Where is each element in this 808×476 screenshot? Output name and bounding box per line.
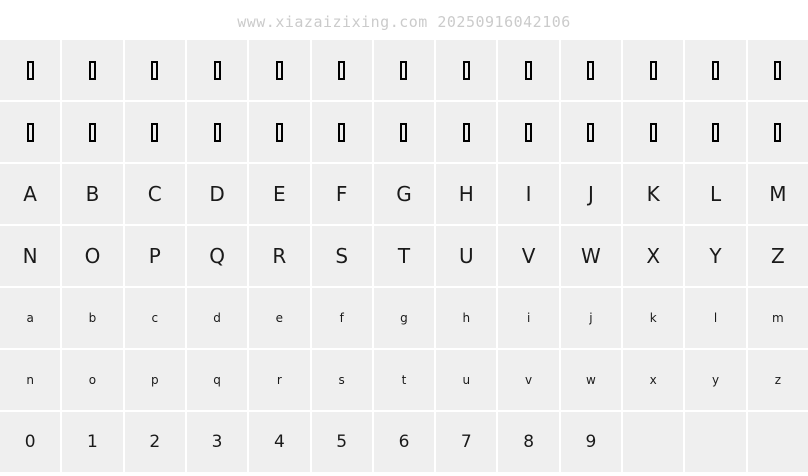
glyph-char: D — [209, 182, 225, 206]
glyph-char: 5 — [336, 431, 348, 452]
glyph-char: L — [709, 182, 722, 206]
glyph-cell — [312, 350, 372, 410]
missing-glyph-box-icon — [27, 61, 34, 80]
missing-glyph-box-icon — [400, 123, 407, 142]
glyph-char: S — [335, 244, 349, 268]
glyph-char: O — [84, 244, 101, 268]
glyph-cell — [249, 350, 309, 410]
glyph-char: q — [213, 373, 221, 387]
glyph-cell — [623, 350, 683, 410]
missing-glyph-box-icon — [463, 61, 470, 80]
glyph-char: X — [646, 244, 661, 268]
glyph-cell — [623, 226, 683, 286]
glyph-cell — [187, 288, 247, 348]
glyph-char: Y — [709, 244, 722, 268]
missing-glyph-box-icon — [525, 61, 532, 80]
glyph-cell — [748, 40, 808, 100]
glyph-char: A — [23, 182, 37, 206]
glyph-char: r — [276, 373, 282, 387]
glyph-cell — [436, 350, 496, 410]
glyph-cell — [0, 102, 60, 162]
glyph-cell — [187, 164, 247, 224]
missing-glyph-box-icon — [214, 61, 221, 80]
glyph-cell — [498, 412, 558, 472]
glyph-cell — [498, 40, 558, 100]
missing-glyph-box-icon — [89, 61, 96, 80]
glyph-char: i — [526, 311, 531, 325]
glyph-char: R — [272, 244, 287, 268]
glyph-cell — [561, 40, 621, 100]
glyph-cell — [374, 226, 434, 286]
glyph-char: 4 — [273, 431, 285, 452]
glyph-char: M — [769, 182, 787, 206]
glyph-cell — [249, 40, 309, 100]
missing-glyph-box-icon — [276, 61, 283, 80]
glyph-char: Q — [209, 244, 225, 268]
glyph-char: u — [462, 373, 471, 387]
glyph-cell — [187, 40, 247, 100]
missing-glyph-box-icon — [89, 123, 96, 142]
glyph-cell — [748, 412, 808, 472]
watermark-text: www.xiazaizixing.com 20250916042106 — [237, 13, 571, 31]
glyph-cell — [187, 102, 247, 162]
missing-glyph-box-icon — [774, 61, 781, 80]
glyph-char: e — [275, 311, 284, 325]
glyph-char: N — [22, 244, 38, 268]
glyph-cell — [125, 102, 185, 162]
glyph-cell — [436, 102, 496, 162]
glyph-cell — [623, 40, 683, 100]
glyph-char: F — [335, 182, 348, 206]
glyph-char: K — [646, 182, 660, 206]
glyph-char: Z — [770, 244, 785, 268]
glyph-cell — [623, 164, 683, 224]
glyph-cell — [748, 102, 808, 162]
glyph-cell — [249, 412, 309, 472]
glyph-cell — [62, 102, 122, 162]
glyph-char: 9 — [585, 431, 597, 452]
glyph-cell — [436, 412, 496, 472]
glyph-cell — [0, 226, 60, 286]
glyph-char: z — [774, 373, 781, 387]
glyph-cell — [685, 226, 745, 286]
glyph-char: J — [587, 182, 594, 206]
glyph-cell — [0, 350, 60, 410]
missing-glyph-box-icon — [276, 123, 283, 142]
glyph-char: H — [458, 182, 474, 206]
glyph-char: a — [26, 311, 34, 325]
glyph-char: C — [147, 182, 162, 206]
glyph-cell — [125, 412, 185, 472]
glyph-char: B — [85, 182, 100, 206]
glyph-char: x — [649, 373, 657, 387]
glyph-char: h — [462, 311, 471, 325]
glyph-cell — [374, 102, 434, 162]
glyph-grid — [0, 40, 808, 472]
glyph-char: G — [396, 182, 412, 206]
missing-glyph-box-icon — [712, 61, 719, 80]
glyph-cell — [249, 288, 309, 348]
missing-glyph-box-icon — [712, 123, 719, 142]
glyph-cell — [498, 226, 558, 286]
glyph-char: p — [150, 373, 159, 387]
glyph-char: T — [397, 244, 411, 268]
glyph-cell — [125, 164, 185, 224]
glyph-char: 0 — [24, 431, 36, 452]
glyph-char: s — [338, 373, 345, 387]
glyph-cell — [0, 164, 60, 224]
glyph-cell — [312, 412, 372, 472]
glyph-cell — [685, 164, 745, 224]
glyph-char: m — [771, 311, 784, 325]
glyph-cell — [0, 40, 60, 100]
glyph-cell — [561, 350, 621, 410]
glyph-cell — [623, 288, 683, 348]
glyph-char: d — [213, 311, 221, 325]
glyph-cell — [685, 350, 745, 410]
missing-glyph-box-icon — [587, 61, 594, 80]
glyph-cell — [436, 288, 496, 348]
missing-glyph-box-icon — [650, 61, 657, 80]
glyph-cell — [249, 226, 309, 286]
glyph-char: V — [521, 244, 536, 268]
glyph-cell — [374, 288, 434, 348]
glyph-cell — [498, 102, 558, 162]
glyph-cell — [561, 102, 621, 162]
glyph-cell — [623, 102, 683, 162]
glyph-cell — [62, 164, 122, 224]
glyph-cell — [187, 350, 247, 410]
glyph-cell — [685, 412, 745, 472]
glyph-cell — [685, 40, 745, 100]
missing-glyph-box-icon — [151, 61, 158, 80]
glyph-cell — [374, 412, 434, 472]
glyph-cell — [561, 288, 621, 348]
glyph-cell — [312, 40, 372, 100]
missing-glyph-box-icon — [151, 123, 158, 142]
missing-glyph-box-icon — [338, 123, 345, 142]
glyph-cell — [125, 288, 185, 348]
glyph-char: 8 — [523, 431, 535, 452]
glyph-cell — [312, 102, 372, 162]
missing-glyph-box-icon — [525, 123, 532, 142]
glyph-cell — [561, 164, 621, 224]
glyph-cell — [62, 350, 122, 410]
glyph-cell — [0, 412, 60, 472]
missing-glyph-box-icon — [400, 61, 407, 80]
glyph-cell — [0, 288, 60, 348]
glyph-cell — [249, 102, 309, 162]
glyph-cell — [436, 40, 496, 100]
glyph-char: j — [589, 311, 593, 325]
glyph-char: 2 — [149, 431, 161, 452]
glyph-char: y — [711, 373, 720, 387]
glyph-cell — [187, 226, 247, 286]
glyph-cell — [561, 412, 621, 472]
missing-glyph-box-icon — [774, 123, 781, 142]
glyph-cell — [62, 40, 122, 100]
glyph-cell — [498, 350, 558, 410]
missing-glyph-box-icon — [214, 123, 221, 142]
glyph-char: 1 — [87, 431, 98, 452]
glyph-char: f — [339, 311, 344, 325]
glyph-cell — [249, 164, 309, 224]
missing-glyph-box-icon — [338, 61, 345, 80]
missing-glyph-box-icon — [587, 123, 594, 142]
glyph-cell — [312, 164, 372, 224]
glyph-char: o — [88, 373, 97, 387]
glyph-cell — [685, 288, 745, 348]
glyph-char: b — [88, 311, 97, 325]
glyph-char: U — [458, 244, 474, 268]
glyph-cell — [623, 412, 683, 472]
glyph-char: W — [581, 244, 601, 268]
glyph-cell — [125, 350, 185, 410]
glyph-cell — [374, 164, 434, 224]
glyph-cell — [436, 164, 496, 224]
glyph-cell — [62, 226, 122, 286]
glyph-cell — [748, 226, 808, 286]
glyph-cell — [748, 164, 808, 224]
glyph-cell — [498, 164, 558, 224]
glyph-char: k — [649, 311, 657, 325]
glyph-cell — [561, 226, 621, 286]
glyph-char: l — [713, 311, 718, 325]
glyph-char: t — [401, 373, 407, 387]
glyph-char: g — [400, 311, 408, 325]
glyph-cell — [125, 226, 185, 286]
glyph-cell — [748, 350, 808, 410]
glyph-cell — [312, 288, 372, 348]
glyph-cell — [374, 40, 434, 100]
glyph-cell — [125, 40, 185, 100]
glyph-cell — [62, 288, 122, 348]
glyph-cell — [187, 412, 247, 472]
glyph-cell — [312, 226, 372, 286]
glyph-char: P — [148, 244, 161, 268]
glyph-char: E — [273, 182, 286, 206]
glyph-char: 6 — [398, 431, 410, 452]
glyph-cell — [374, 350, 434, 410]
glyph-cell — [498, 288, 558, 348]
glyph-char: 7 — [460, 431, 472, 452]
glyph-char: 3 — [211, 431, 223, 452]
missing-glyph-box-icon — [463, 123, 470, 142]
glyph-cell — [748, 288, 808, 348]
glyph-cell — [436, 226, 496, 286]
glyph-char: n — [26, 373, 34, 387]
glyph-char: I — [525, 182, 532, 206]
glyph-char: v — [525, 373, 533, 387]
glyph-char: w — [586, 373, 596, 387]
glyph-cell — [685, 102, 745, 162]
glyph-cell — [62, 412, 122, 472]
missing-glyph-box-icon — [650, 123, 657, 142]
missing-glyph-box-icon — [27, 123, 34, 142]
glyph-char: c — [151, 311, 159, 325]
